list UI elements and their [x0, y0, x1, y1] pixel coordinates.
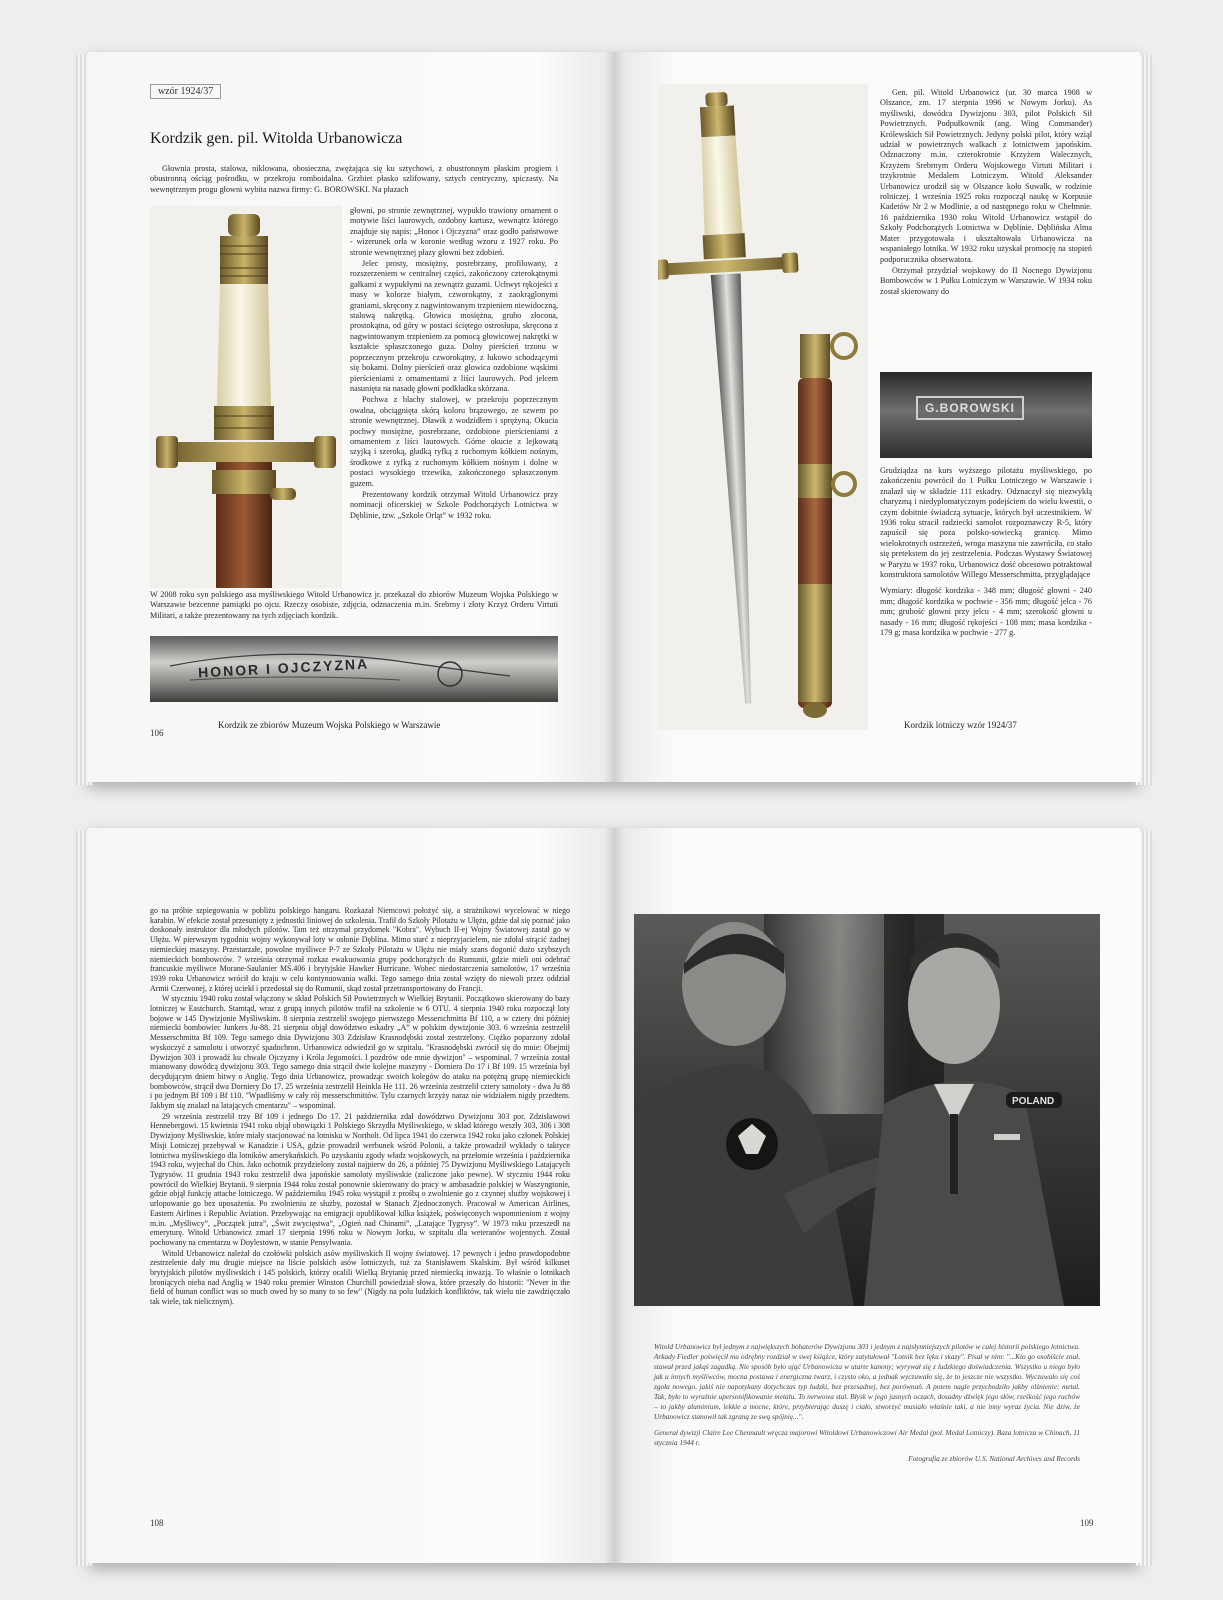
page-number: 108	[150, 1518, 164, 1528]
dagger-hilt-photo	[150, 206, 342, 588]
poland-shoulder-patch: POLAND	[1012, 1096, 1055, 1107]
caption-ceremony: Generał dywizji Claire Lee Chennault wręcza majorowi Witoldowi Urbanowiczowi Air Medal (pol. Medal Lotniczy). Baza lotnicza w Chinach, 11 stycznia 1944 r.	[654, 1428, 1080, 1447]
blade-inscription: HONOR I OJCZYZNA	[197, 655, 370, 681]
book-gutter	[604, 828, 624, 1563]
page-number: 106	[150, 728, 164, 738]
paragraph-hilt: Jelec prosty, mosiężny, posrebrzany, profilowany, z rozszerzeniem w centralnej części, zakończony czterokątnymi gałkami z wypukłymi na zewnątrz guzami. Uchwyt rękojeści z masy w kolorze białym, czworokątny, z zaokrąglonymi graniami, skręcony z nagwintowanym trzpieniem niewidoczną, stalową nakrętką. Głowica mosiężna, grubo złocona, prostokątna, od góry w postaci ściętego ostrosłupa, skręcona z nagwintowanym trzpieniem za pomocą głowicowej nakrętki w kształcie spłaszczonego guza. Dolny pierścień trzonu w poprzecznym przekroju czworokątny, z łukowo schodzącymi się bokami. Dolny pierścień oraz głowica ozdobione wąskimi pierścieniami z ornamentami z liści laurowych. Pod jelcem nasunięta na nasadę głowni podkładka skórzana.	[350, 259, 558, 393]
caption-quote: Witold Urbanowicz był jednym z największych bohaterów Dywizjonu 303 i jednym z najsłynniejszych pilotów w całej historii polskiego lotnictwa. Arkady Fiedler poświęcił mu odrębny rozdział w swej książce, który zatytułował "Lotnik bez lęku i skazy". Pisał w nim: "...Kto go osobiście znał, stawał przed jakąś zagadką. Nie sposób było ująć Urbanowicza w utarte kanony; wyrywał się z ludzkiego doświadczenia. Wszystko u niego było jak u innych myśliwców, mocna postawa i energiczna twarz, i czysto oko, a jednak wyczuwało się, że to jeszcze nie wszystko. Wyczuwało się coś zgoła nowego, jakiś nie napotykany dotychczas typ ludzki, bez przesadnej, bez porównań. A potem nagle przychodziło jakby olśnienie: metal. Tak, było to wyraźnie upersonifikowanie metalu. To nerwowa stal. Błysk w jego jasnych oczach, dosadny dźwięk jego słów, rześkość jego ruchów – to jakby aluminium, lekkie a mocne, które, przybierając duszę i ciało, stworzyć musiało właśnie taki, a nie inny wyraz życia. Nie dziw, że Urbanowicz stanowił tak zgraną ze swą spójnię...".	[654, 1342, 1080, 1421]
intro-paragraph	[150, 164, 558, 196]
paragraph-blade: głowni, po stronie zewnętrznej, wypukło trawiony ornament o motywie liści laurowych, ozdobny kartusz, wewnątrz którego znajduje się napis: „Honor i Ojczyzna” oraz godło państwowe - wizerunek orła w koronie według wzoru z 1927 roku. Po stronie wewnętrznej płazy głowni bez zdobień.	[350, 206, 558, 257]
paragraph-dimensions: Wymiary: długość kordzika - 348 mm; długość głowni - 240 mm; długość kordzika w pochwie - 356 mm; długość jelca - 76 mm; grubość głowni przy jelcu - 4 mm; szerokość głowni u nasady - 16 mm; długość rękojeści - 108 mm; masa kordzika - 179 g; masa kordzika w pochwie - 277 g.	[880, 586, 1092, 638]
paragraph-britain: W styczniu 1940 roku został włączony w skład Polskich Sił Powietrznych w Wielkiej Brytanii. Początkowo skierowany do bazy lotniczej w Eastchurch. Stamtąd, wraz z grupą innych pilotów trafił na szkolenie w 6 OTU. 4 sierpnia 1940 roku rozpoczął loty bojowe w 145 Dywizjonie Myśliwskim. 8 sierpnia zestrzelił swojego pierwszego Messerschmitta Bf 110, a w cztery dni później niemiecki bombowiec Junkers Ju-88. 21 sierpnia objął dowództwo eskadry „A” w polskim dywizjonie 303. 6 września zestrzelił Messerschmitta Bf 109. Tego samego dnia Dywizjonu 303 Zdzisław Krasnodębski został zestrzelony. Ciężko poparzony zdołał wyskoczyć z samolotu i otworzyć spadochron. Urbanowicz odwiedził go w szpitalu. "Krasnodębski zwrócił się do mnie: Obejmij Dywizjon 303 i prowadź ku chwale Ojczyzny i Króla Jegomości. I pozdrów ode mnie dywizjon" – wspominał. 7 września został mianowany dowódcą dywizjonu 303. Tego samego dnia strącił dwie kolejne maszyny - Dorniera Do 17 i Bf 109. 15 września był decydującym dniem bitwy o Anglię. Tego dnia Urbanowicz, prowadząc swoich kolegów do ataku na potężną grupę niemieckich bombowców, strącił dwa Dorniery Do 17. 25 września zestrzelił Heinkla He 111. 26 września zestrzelił cztery samoloty - dwa Ju 88 i po jednym Bf 109 i Bf 110. "Wpadliśmy w cały rój messerschmittów. Tylu czarnych krzyży naraz nie widziałem nigdy przedtem. Jakbym się znalazł na latających cmentarzu" – wspominał.	[150, 994, 570, 1111]
biography-column-cont	[880, 466, 1092, 640]
page-109	[614, 828, 1140, 1563]
paragraph-career: Grudziądza na kurs wyższego pilotażu myśliwskiego, po zakończeniu powrócił do 1 Pułku Lotniczego w Warszawie i znalazł się w składzie 111 eskadry. Odznaczył się niezwykłą charyzmą i niedyplomatycznym podejściem do wielu kwestii, o czym dobitnie świadczą sytuacje, których był uczestnikiem. W 1936 roku stracił radziecki samolot rozpoznawczy R-5, który zapuścił się poza polsko-sowiecką granicę. Mimo wielokrotnych ostrzeżeń, wroga maszyna nie zawróciła, co stało się pretekstem do jej zestrzelenia. Podczas Wystawy Światowej w Paryżu w 1937 roku, Urbanowicz dość obcesowo potraktował konstruktora samolotów Willego Messerschmitta, przyglądające	[880, 466, 1092, 580]
blade-closeup-photo	[150, 636, 558, 702]
biography-column	[880, 88, 1092, 298]
history-text	[150, 906, 570, 1308]
book-spread-top	[88, 52, 1140, 782]
book-gutter	[604, 52, 624, 782]
paragraph-legacy: Witold Urbanowicz należał do czołówki polskich asów myśliwskich II wojny światowej. 17 pewnych i jedno prawdopodobne zestrzelenie dały mu drugie miejsce na liście polskich asów lotniczych, tuż za Stanisławem Skalskim. Był wśród kilkuset brytyjskich pilotów myśliwskich i 145 polskich, którzy ocalili Wielką Brytanię przed niemiecką inwazją. To właśnie o lotnikach broniących nieba nad Anglią w 1940 roku premier Winston Churchill powiedział słowa, które przeszły do historii: "Never in the field of human conflict was so much owed by so many to so few" (Nigdy na polu ludzkich konfliktów, tak wielu nie zawdzięczało tak wiele, tak nielicznym).	[150, 1248, 570, 1307]
paragraph-prewar: go na próbie szpiegowania w pobliżu polskiego hangaru. Rozkazał Niemcowi położyć się, a strażnikowi wycelować w niego karabin. W efekcie został przesunięty z jednostki liniowej do szkolenia. Trafił do Szkoły Pilotażu w Ułężu, gdzie dał się poznać jako doskonały instruktor dla młodych pilotów. Tam też otrzymał przydomek "Kobra". Wybuch II-ej Wojny Światowej zastał go w Ułężu. W pierwszym tygodniu wojny wykonywał loty w osłonie Dęblina. Mimo starć z nieprzyjacielem, nie zdołał strącić żadnej niemieckiej maszyny. Przestarzałe, powolne myśliwce P-7 ze Szkoły Pilotażu w Ułężu nie miały szans dogonić dużo szybszych niemieckich bombowców. 7 września otrzymał rozkaz ewakuowania grupy podchorążych do Rumunii, gdzie mieli oni odebrać francuskie myśliwce Morane-Saulanier MS.406 i brytyjskie Hawker Hurricane. Wobec niedostarczenia samolotów, 17 września 1939 roku Urbanowicz wrócił do kraju w celu kontynuowania walki. Tego samego dnia został wzięty do niewoli przez oddział Armii Czerwonej, z której uciekł i przedostał się do Rumunii, skąd został przetransportowany do Francji.	[150, 906, 570, 993]
page-108	[88, 828, 614, 1563]
page-footer: Kordzik ze zbiorów Muzeum Wojska Polskiego w Warszawie	[218, 720, 441, 730]
description-column	[350, 206, 558, 522]
intro-text: Głownia prosta, stalowa, niklowana, obosieczna, zwężająca się ku sztychowi, z obustronnym płaskim progiem i obustronną ościąg pośrodku, w przekroju romboidalna. Grzbiet płasko szlifowany, sztych centryczny, spiczasty. Na wewnętrznym progu głowni wybita nazwa firmy: G. BOROWSKI. Na płazach	[150, 164, 558, 194]
museum-paragraph	[150, 590, 558, 622]
museum-text: W 2008 roku syn polskiego asa myśliwskiego Witold Urbanowicz jr. przekazał do zbiorów Muzeum Wojska Polskiego w Warszawie bezcenne pamiątki po ojcu. Rzeczy osobiste, zdjęcia, odznaczenia m.in. Srebrny i złoty Krzyż Orderu Virtuti Militari, a także prezentowany na tych zdjęciach kordzik.	[150, 590, 558, 620]
paragraph-presented: Prezentowany kordzik otrzymał Witold Urbanowicz przy nominacji oficerskiej w Szkole Podchorążych Lotnictwa w Dęblinie, tzw. „Szkole Orląt” w 1932 roku.	[350, 489, 558, 520]
medal-ceremony-photo	[634, 914, 1100, 1306]
page-106	[88, 52, 614, 782]
paragraph-scabbard: Pochwa z blachy stalowej, w przekroju poprzecznym owalna, obciągnięta skórą koloru brązowego, ze szwem po stronie wewnętrznej. Dławik z wodzidłem i sprężyną. Okucia pochwy mosiężne, posrebrzane, ozdobione pierścieniami z ornamentem z liści laurowych. Górne okucie z lejkowatą szyjką i szeroką, gładką ryfką z ruchomym kółkiem nośnym, środkowe z ryfką z ruchomym kółkiem nośnym i dolne w postaci wysokiego trzewika, zakończonego spłaszczonym guzem.	[350, 395, 558, 488]
section-tag: wzór 1924/37	[150, 84, 221, 99]
paragraph-assignment: Otrzymał przydział wojskowy do II Nocnego Dywizjonu Bombowców w 1 Pułku Lotniczym w Warszawie. W 1934 roku został skierowany do	[880, 265, 1092, 296]
dagger-with-scabbard-photo	[658, 84, 868, 730]
maker-stamp-text: G.BOROWSKI	[916, 396, 1024, 420]
page-number: 109	[1080, 1518, 1094, 1528]
photo-credit: Fotografia ze zbiorów U.S. National Archives and Records	[908, 1454, 1080, 1463]
maker-stamp-photo	[880, 372, 1092, 458]
photo-caption	[654, 1342, 1080, 1470]
page-107	[614, 52, 1140, 782]
book-spread-bottom	[88, 828, 1140, 1563]
paragraph-bio: Gen. pil. Witold Urbanowicz (ur. 30 marca 1908 w Olszance, zm. 17 sierpnia 1996 w Nowym Jorku). As myśliwski, dowódca Dywizjonu 303, pilot Polskich Sił Powietrznych. Podpułkownik (ang. Wing Commander) Królewskich Sił Powietrznych. Jedyny polski pilot, który wziął udział w powietrznych walkach z lotnictwem japońskim. Odznaczony m.in. czterokrotnie Krzyżem Walecznych, Krzyżem Srebrnym Orderu Wojskowego Virtuti Militari i trzykrotnie Medalem Lotniczym. Witold Aleksander Urbanowicz urodził się w Olszance koło Suwałk, w rodzinie rolniczej. 1 września 1925 roku rozpoczął naukę w Korpusie Kadetów Nr 2 w Modlinie, a od następnego roku w Chełmnie. 16 października 1930 roku Witold Urbanowicz wstąpił do Szkoły Podchorążych Lotnictwa w Dęblinie. Dęblińska Alma Mater przygotowała i ukształtowała Urbanowicza na wspaniałego lotnika. W 1932 roku uzyskał promocję na stopień podporucznika obserwatora.	[880, 88, 1092, 264]
paragraph-later: 29 września zestrzelił trzy Bf 109 i jednego Do 17. 21 października zdał dowództwo Dywizjonu 303 por. Zdzisławowi Hennebergowi. 15 kwietnia 1941 roku objął obowiązki 1 Polskiego Skrzydła Myśliwskiego, w skład którego weszły 303, 306 i 308 Dywizjony Myśliwskie, które miały stacjonować na lotnisku w Northolt. Od lipca 1941 do czerwca 1942 roku jako członek Polskiej Misji Lotniczej przebywał w Kanadzie i USA, gdzie prowadził werbunek wśród Polonii, a także prowadził wykłady o taktyce lotnictwa myśliwskiego dla lotników amerykańskich. Po uzyskaniu zgody władz wojskowych, na przełomie września i października 1943 roku, wyjechał do Chin. Jako ochotnik przydzielony został najpierw do 26, a później 75 Dywizjonu Myśliwskiego Latających Tygrysów. 11 grudnia 1943 roku zestrzelił dwa japońskie samoloty myśliwskie (zaliczone jako pewne). W styczniu 1944 roku powrócił do Wielkiej Brytanii. 9 sierpnia 1944 roku został ponownie skierowany do pracy w ambasadzie polskiej w Waszyngtonie, gdzie objął funkcję attache lotniczego. W październiku 1945 roku wystąpił z prośbą o zwolnienie go z czynnej służby wojskowej i urlopowanie go bez uposażenia. Po zwolnieniu ze służby, pozostał w Stanach Zjednoczonych. Pracował w American Airlines, Eastern Airlines i Republic Aviation. Przebywając na emigracji opublikował kilka książek, poświęconych wspomnieniom z wojny m.in. „Myśliwcy”, „Początek jutra”, „Świt zwycięstwa”, „Ogień nad Chinami”, „Latające Tygrysy”. W 1973 roku przeszedł na emeryturę. Witold Urbanowicz zmarł 17 sierpnia 1996 roku w Nowym Jorku, w szpitalu dla weteranów wojennych. Został pochowany na cmentarzu w Doylestown, w stanie Pensylwania.	[150, 1111, 570, 1247]
page-footer: Kordzik lotniczy wzór 1924/37	[904, 720, 1017, 730]
page-title: Kordzik gen. pil. Witolda Urbanowicza	[150, 130, 403, 147]
